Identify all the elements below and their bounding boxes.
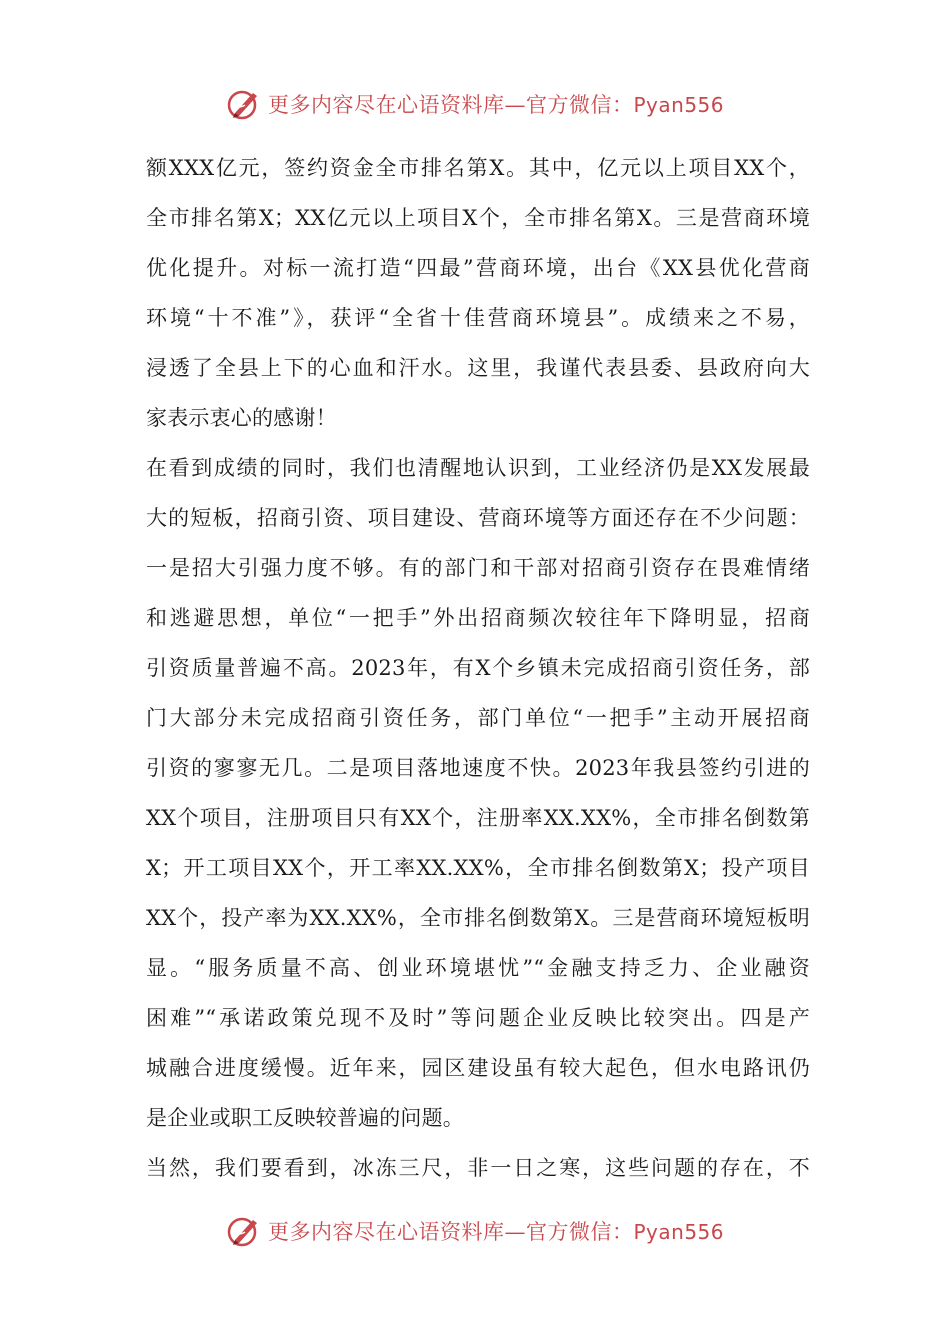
- text-line: X；开工项目XX个，开工率XX.XX%，全市排名倒数第X；投产项目: [146, 856, 810, 880]
- text-line: 显。“服务质量不高、创业环境堪忧”“金融支持乏力、企业融资: [146, 956, 810, 980]
- text-line: 额XXX亿元，签约资金全市排名第X。其中，亿元以上项目XX个，: [146, 156, 810, 180]
- wechat-id: Pyan556: [633, 1220, 724, 1244]
- text-line: 浸透了全县上下的心血和汗水。这里，我谨代表县委、县政府向大: [146, 356, 810, 380]
- text-line: 门大部分未完成招商引资任务，部门单位“一把手”主动开展招商: [146, 706, 810, 730]
- paragraph: [146, 1148, 810, 1198]
- text-line: 在看到成绩的同时，我们也清醒地认识到，工业经济仍是XX发展最: [146, 456, 810, 480]
- text-line: 和逃避思想，单位“一把手”外出招商频次较往年下降明显，招商: [146, 606, 810, 630]
- document-body: [146, 148, 810, 1198]
- text-line: 当然，我们要看到，冰冻三尺，非一日之寒，这些问题的存在，不: [146, 1156, 810, 1180]
- text-line: 家表示衷心的感谢！: [146, 406, 337, 430]
- text-line: 优化提升。对标一流打造“四最”营商环境，出台《XX县优化营商: [146, 256, 810, 280]
- text-line: 一是招大引强力度不够。有的部门和干部对招商引资存在畏难情绪: [146, 556, 810, 580]
- banner-text: 更多内容尽在心语资料库—官方微信：Pyan556: [267, 1220, 724, 1244]
- pen-logo-icon: [226, 86, 262, 122]
- wechat-id: Pyan556: [633, 93, 724, 117]
- text-line: 引资的寥寥无几。二是项目落地速度不快。2023年我县签约引进的: [146, 756, 810, 780]
- banner-text: 更多内容尽在心语资料库—官方微信：Pyan556: [267, 93, 724, 117]
- text-line: 环境“十不准”》，获评“全省十佳营商环境县”。成绩来之不易，: [146, 306, 810, 330]
- paragraph: [146, 448, 810, 1148]
- text-line: 大的短板，招商引资、项目建设、营商环境等方面还存在不少问题：: [146, 506, 810, 530]
- footer-banner: [0, 1211, 950, 1251]
- text-line: 困难”“承诺政策兑现不及时”等问题企业反映比较突出。四是产: [146, 1006, 810, 1030]
- text-line: 城融合进度缓慢。近年来，园区建设虽有较大起色，但水电路讯仍: [146, 1056, 810, 1080]
- paragraph: [146, 148, 810, 448]
- text-line: XX个，投产率为XX.XX%，全市排名倒数第X。三是营商环境短板明: [146, 906, 810, 930]
- header-banner: [0, 84, 950, 124]
- text-line: XX个项目，注册项目只有XX个，注册率XX.XX%，全市排名倒数第: [146, 806, 810, 830]
- text-line: 引资质量普遍不高。2023年，有X个乡镇未完成招商引资任务，部: [146, 656, 810, 680]
- text-line: 是企业或职工反映较普遍的问题。: [146, 1106, 464, 1130]
- pen-logo-icon: [226, 1213, 262, 1249]
- text-line: 全市排名第X；XX亿元以上项目X个，全市排名第X。三是营商环境: [146, 206, 810, 230]
